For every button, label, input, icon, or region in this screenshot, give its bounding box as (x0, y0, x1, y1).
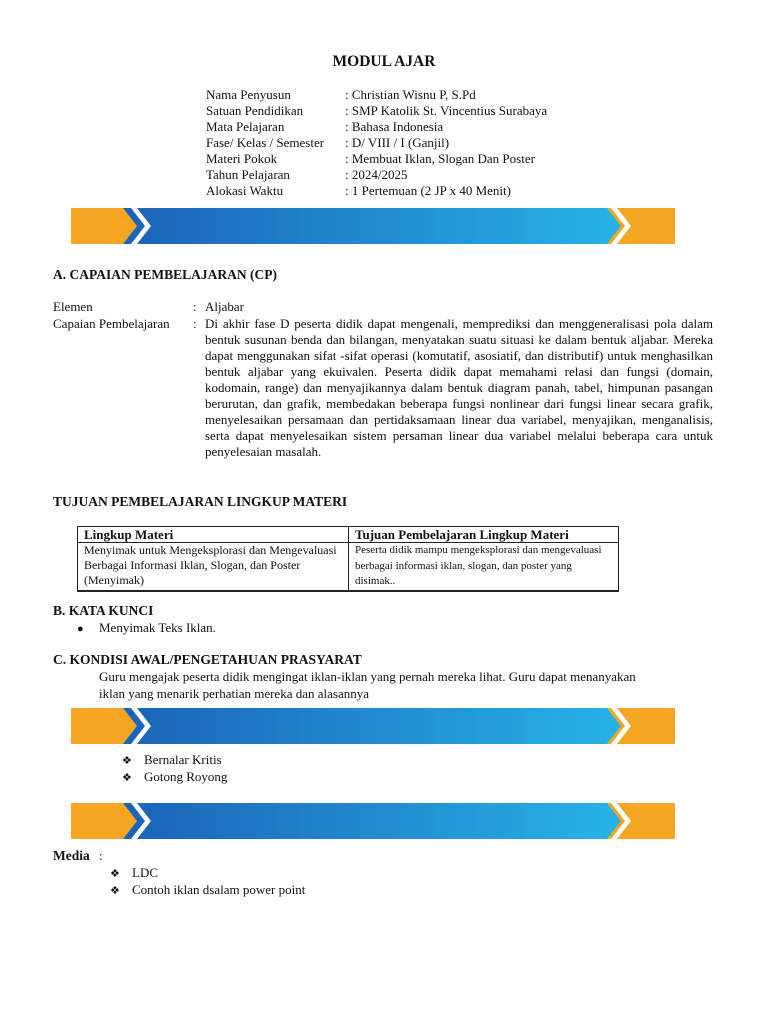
bullet-icon: ● (77, 623, 84, 635)
diamond-bullet-icon: ❖ (122, 772, 132, 784)
cp-row (53, 316, 713, 460)
section-c-text: Guru mengajak peserta didik mengingat iklan-iklan yang pernah mereka lihat. Guru dapat menanyakan iklan yang menarik perhatian mereka dan alasannya (99, 669, 636, 701)
meta-key: Nama Penyusun (206, 87, 291, 102)
list-item (122, 768, 227, 785)
elemen-row (53, 299, 713, 315)
meta-row (206, 87, 547, 103)
meta-key: Tahun Pelajaran (206, 167, 290, 182)
document-title: MODUL AJAR (332, 53, 436, 70)
meta-row (206, 167, 547, 183)
colon: : (99, 848, 103, 863)
decorative-banner (71, 803, 675, 839)
section-c-heading: C. KONDISI AWAL/PENGETAHUAN PRASYARAT (53, 652, 362, 667)
meta-value: : 2024/2025 (345, 167, 408, 182)
diamond-bullet-icon: ❖ (110, 868, 120, 880)
colon: : (193, 299, 197, 314)
meta-key: Fase/ Kelas / Semester (206, 135, 325, 150)
table-row (78, 543, 619, 591)
media-label-row (53, 848, 103, 864)
section-b-heading: B. KATA KUNCI (53, 603, 154, 618)
list-item-text: Bernalar Kritis (144, 752, 222, 767)
meta-key: Alokasi Waktu (206, 183, 284, 198)
colon: : (193, 316, 197, 331)
table-cell-tujuan: Peserta didik mampu mengeksplorasi dan mengevaluasi berbagai informasi iklan, slogan, dan poster yang disimak.. (349, 543, 619, 591)
table-header-lingkup: Lingkup Materi (78, 527, 349, 543)
elemen-value: Aljabar (205, 299, 244, 314)
cp-text: Di akhir fase D peserta didik dapat mengenali, memprediksi dan menggeneralisasi pola dalam bentuk susunan benda dan bilangan, menyatakan suatu situasi ke dalam bentuk aljabar. Mereka dapat menggunakan sifat -sifat operasi (komutatif, asosiatif, dan distributif) untuk menghasilkan bentuk aljabar yang ekuivalen. Peserta didik dapat memahami relasi dan fungsi (domain, kodomain, range) dan menyajikannya dalam bentuk diagram panah, tabel, himpunan pasangan berurutan, dan grafik, membedakan beberapa fungsi nonlinear dari fungsi linear secara grafik, menyelesaikan persamaan dan pertidaksamaan linear dua variabel, menyajikan, menganalisis, serta dapat menyelesaikan sistem persaman linear dua variabel melalui beberapa cara untuk penyelesaian masalah. (205, 316, 713, 459)
list-item (110, 864, 305, 881)
media-label: Media (53, 848, 90, 863)
decorative-banner (71, 708, 675, 744)
diamond-bullet-icon: ❖ (110, 885, 120, 897)
meta-row (206, 135, 547, 151)
table-header-tujuan: Tujuan Pembelajaran Lingkup Materi (349, 527, 619, 543)
meta-value: : 1 Pertemuan (2 JP x 40 Menit) (345, 183, 511, 198)
meta-value: : Bahasa Indonesia (345, 119, 444, 134)
meta-value: : D/ VIII / I (Ganjil) (345, 135, 450, 150)
capaian-block (53, 299, 713, 460)
elemen-label: Elemen (53, 299, 93, 314)
profil-list (122, 751, 227, 785)
meta-value: : Membuat Iklan, Slogan Dan Poster (345, 151, 535, 166)
table-cell-lingkup: Menyimak untuk Mengeksplorasi dan Mengevaluasi Berbagai Informasi Iklan, Slogan, dan Poster (Menyimak) (78, 543, 349, 591)
meta-value: : Christian Wisnu P, S.Pd (345, 87, 476, 102)
list-item-text: Menyimak Teks Iklan. (99, 620, 216, 635)
table-header-row (78, 527, 619, 543)
list-item-text: Contoh iklan dsalam power point (132, 882, 306, 897)
banner-graphic (71, 708, 675, 744)
meta-key: Satuan Pendidikan (206, 103, 304, 118)
section-a-heading: A. CAPAIAN PEMBELAJARAN (CP) (53, 267, 277, 282)
list-item (110, 881, 305, 898)
tujuan-table (77, 526, 619, 592)
meta-key: Materi Pokok (206, 151, 278, 166)
list-item-text: Gotong Royong (144, 769, 228, 784)
meta-row (206, 151, 547, 167)
list-item-text: LDC (132, 865, 158, 880)
meta-value: : SMP Katolik St. Vincentius Surabaya (345, 103, 548, 118)
meta-row (206, 183, 547, 199)
media-list (110, 864, 305, 898)
identity-block (206, 87, 547, 199)
list-item (77, 620, 216, 636)
meta-row (206, 119, 547, 135)
banner-graphic (71, 208, 675, 244)
meta-key: Mata Pelajaran (206, 119, 285, 134)
tujuan-heading: TUJUAN PEMBELAJARAN LINGKUP MATERI (53, 494, 348, 509)
banner-graphic (71, 803, 675, 839)
list-item (122, 751, 227, 768)
diamond-bullet-icon: ❖ (122, 755, 132, 767)
cp-label: Capaian Pembelajaran (53, 316, 170, 331)
meta-row (206, 103, 547, 119)
decorative-banner (71, 208, 675, 244)
